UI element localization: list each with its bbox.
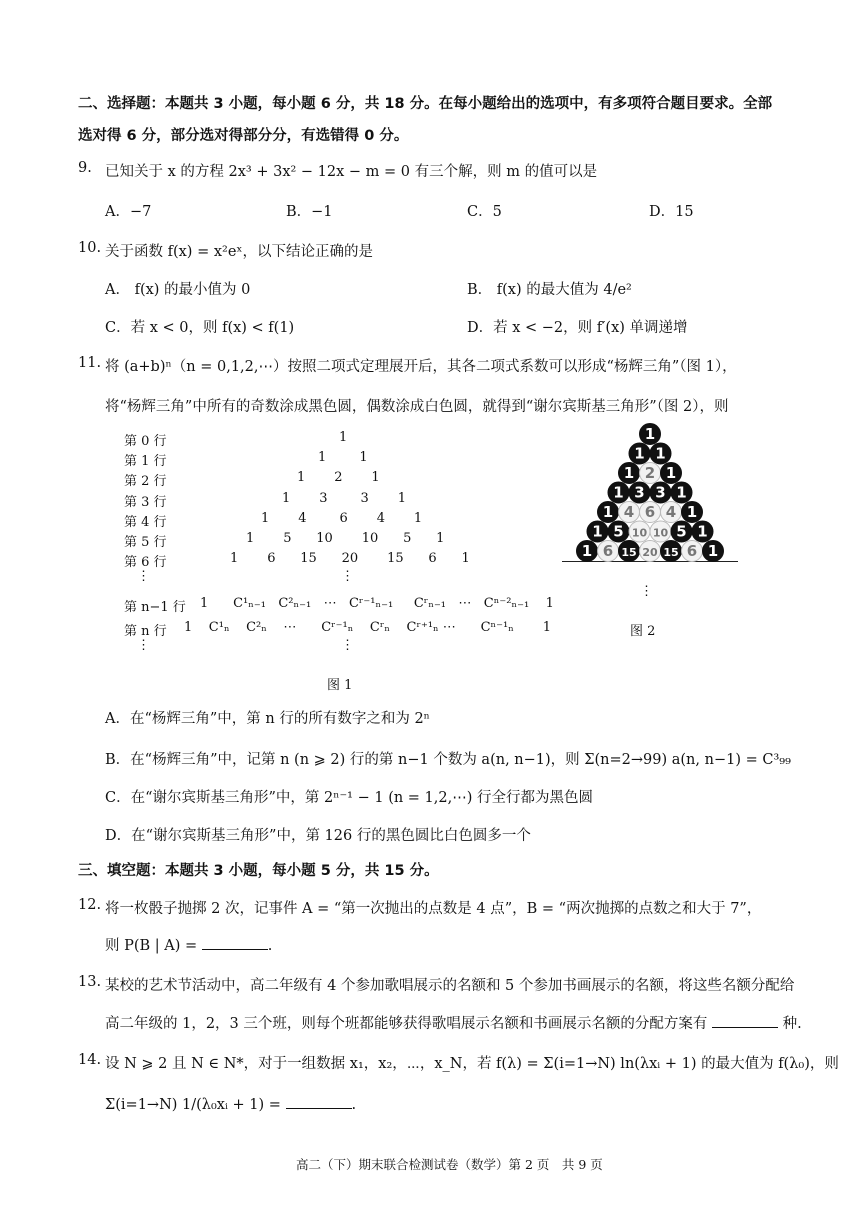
circle-number: 1 <box>592 522 603 541</box>
circle-number: 1 <box>655 444 666 463</box>
q10-option-d: D．若 x < −2，则 f′(x) 单调递增 <box>467 320 688 336</box>
vertical-ellipsis: ⋮ <box>137 638 150 653</box>
circle-number: 1 <box>665 464 677 482</box>
q9-option-a: A．−7 <box>105 204 152 220</box>
fig1-row-n-label: 第 n 行 <box>124 624 167 639</box>
section-2-heading-line1: 二、选择题：本题共 3 小题，每小题 6 分，共 18 分。在每小题给出的选项中，有多项符合题目要求。全部 <box>78 96 773 112</box>
circle-number: 3 <box>634 483 645 502</box>
circle-number: 1 <box>676 483 687 502</box>
circle-number: 1 <box>644 425 656 443</box>
vertical-ellipsis: ⋮ <box>640 584 653 599</box>
q12-number: 12. <box>78 897 102 913</box>
q11-line2: 将“杨辉三角”中所有的奇数涂成黑色圆，偶数涂成白色圆，就得到“谢尔宾斯基三角形”（图 2），则 <box>105 399 729 415</box>
fig1-row-label: 第 3 行 <box>124 495 167 510</box>
q11-line1: 将 (a+b)ⁿ（n = 0,1,2,⋯）按照二项式定理展开后，其各二项式系数可以形成“杨辉三角”（图 1）， <box>105 359 737 375</box>
page-footer: 高二（下）期末联合检测试卷（数学）第 2 页 共 9 页 <box>296 1157 603 1172</box>
circle-number: 1 <box>634 444 645 463</box>
q14-answer-blank <box>286 1094 352 1109</box>
q9-option-c: C．5 <box>467 204 502 220</box>
q13-line2-tail: 种. <box>782 1016 802 1032</box>
fig1-row-numbers: 1 1 <box>318 450 368 465</box>
period: . <box>267 938 273 954</box>
circle-number: 1 <box>707 542 719 560</box>
fig1-row-label: 第 4 行 <box>124 515 167 530</box>
q10-stem: 关于函数 f(x) = x²eˣ，以下结论正确的是 <box>105 244 374 260</box>
q14-line2 <box>105 1094 356 1113</box>
section-3-heading: 三、填空题：本题共 3 小题，每小题 5 分，共 15 分。 <box>78 863 439 879</box>
q12-line2-text: 则 P(B | A) = <box>105 938 198 954</box>
circle-number: 1 <box>581 542 593 560</box>
fig1-row-label: 第 1 行 <box>124 454 167 469</box>
q10-option-c: C．若 x < 0，则 f(x) < f(1) <box>105 320 295 336</box>
figure-2-sierpinski-triangle <box>560 418 740 568</box>
circle-number: 5 <box>613 522 624 541</box>
circle-number: 1 <box>697 522 708 541</box>
q11-option-a: A．在“杨辉三角”中，第 n 行的所有数字之和为 2ⁿ <box>105 711 430 727</box>
vertical-ellipsis: ⋮ <box>341 569 354 584</box>
q12-line1: 将一枚骰子抛掷 2 次，记事件 A = “第一次抛出的点数是 4 点”，B = “两次抛掷的点数之和大于 7”， <box>105 901 762 917</box>
circle-number: 1 <box>686 503 698 521</box>
q9-number: 9. <box>78 160 92 176</box>
q14-number: 14. <box>78 1052 102 1068</box>
q13-line2-text: 高二年级的 1，2，3 三个班，则每个班都能够获得歌唱展示名额和书画展示名额的分配方案有 <box>105 1016 708 1032</box>
circle-number: 6 <box>602 542 614 560</box>
q9-option-b: B．−1 <box>286 204 333 220</box>
section-2-heading-line2: 选对得 6 分，部分选对得部分分，有选错得 0 分。 <box>78 128 409 144</box>
period: . <box>351 1097 357 1113</box>
fig1-row-numbers: 1 <box>339 430 348 445</box>
q11-option-c: C．在“谢尔宾斯基三角形”中，第 2ⁿ⁻¹ − 1 (n = 1,2,⋯) 行全行都为黑色圆 <box>105 790 593 806</box>
fig1-row-label: 第 5 行 <box>124 535 167 550</box>
vertical-ellipsis: ⋮ <box>137 569 150 584</box>
q10-option-b: B． f(x) 的最大值为 4/e² <box>467 282 632 298</box>
circle-number: 10 <box>631 526 648 540</box>
fig1-row-numbers: 1 2 1 <box>297 470 380 485</box>
circle-number: 6 <box>686 542 698 560</box>
fig1-row-label: 第 6 行 <box>124 555 167 570</box>
q11-option-d: D．在“谢尔宾斯基三角形”中，第 126 行的黑色圆比白色圆多一个 <box>105 828 531 844</box>
fig1-row-n-terms: 1 C¹ₙ C²ₙ ⋯ Cʳ⁻¹ₙ Cʳₙ Cʳ⁺¹ₙ ⋯ Cⁿ⁻¹ₙ 1 <box>184 620 552 635</box>
circle-number: 3 <box>655 483 666 502</box>
figure-2-caption: 图 2 <box>630 624 656 639</box>
vertical-ellipsis: ⋮ <box>341 638 354 653</box>
fig1-row-n-minus-1-label: 第 n−1 行 <box>124 600 186 615</box>
q14-line2-text: Σ(i=1→N) 1/(λ₀xᵢ + 1) = <box>105 1097 281 1113</box>
circle-number: 5 <box>676 522 687 541</box>
q13-answer-blank <box>712 1013 778 1028</box>
circle-number: 4 <box>623 503 635 521</box>
circle-number: 1 <box>613 483 624 502</box>
fig1-row-n-minus-1-terms: 1 C¹ₙ₋₁ C²ₙ₋₁ ⋯ Cʳ⁻¹ₙ₋₁ Cʳₙ₋₁ ⋯ Cⁿ⁻²ₙ₋₁ 1 <box>200 596 554 611</box>
circle-number: 1 <box>623 464 635 482</box>
q13-line2 <box>105 1012 802 1033</box>
circle-number: 15 <box>621 546 637 559</box>
circle-number: 6 <box>644 503 656 521</box>
q13-line1: 某校的艺术节活动中，高二年级有 4 个参加歌唱展示的名额和 5 个参加书画展示的名额，将这些名额分配给 <box>105 978 795 994</box>
q11-option-b: B．在“杨辉三角”中，记第 n (n ⩾ 2) 行的第 n−1 个数为 a(n, n−1)，则 Σ(n=2→99) a(n, n−1) = C³₉₉ <box>105 752 791 768</box>
circle-number: 2 <box>644 464 656 482</box>
circle-number: 4 <box>665 503 677 521</box>
q12-line2 <box>105 934 272 955</box>
circle-number: 20 <box>642 546 658 559</box>
q10-number: 10. <box>78 240 102 256</box>
q14-line1: 设 N ⩾ 2 且 N ∈ N*，对于一组数据 x₁，x₂，⋯，x_N，若 f(λ) = Σ(i=1→N) ln(λxᵢ + 1) 的最大值为 f(λ₀)，则 <box>105 1056 839 1072</box>
circle-number: 1 <box>602 503 614 521</box>
q9-stem: 已知关于 x 的方程 2x³ + 3x² − 12x − m = 0 有三个解，则 m 的值可以是 <box>105 164 598 180</box>
q13-number: 13. <box>78 974 102 990</box>
q11-number: 11. <box>78 355 102 371</box>
fig1-row-numbers: 1 4 6 4 1 <box>261 511 423 526</box>
q10-option-a: A． f(x) 的最小值为 0 <box>105 282 251 298</box>
circle-number: 15 <box>663 546 679 559</box>
q9-option-d: D．15 <box>649 204 694 220</box>
circle-number: 10 <box>652 526 669 540</box>
fig1-row-label: 第 2 行 <box>124 474 167 489</box>
fig1-row-numbers: 1 6 15 20 15 6 1 <box>230 551 470 566</box>
figure-1-caption: 图 1 <box>327 678 353 693</box>
fig1-row-numbers: 1 5 10 10 5 1 <box>246 531 445 546</box>
fig1-row-label: 第 0 行 <box>124 434 167 449</box>
fig1-row-numbers: 1 3 3 1 <box>282 491 406 506</box>
q12-answer-blank <box>202 935 268 950</box>
